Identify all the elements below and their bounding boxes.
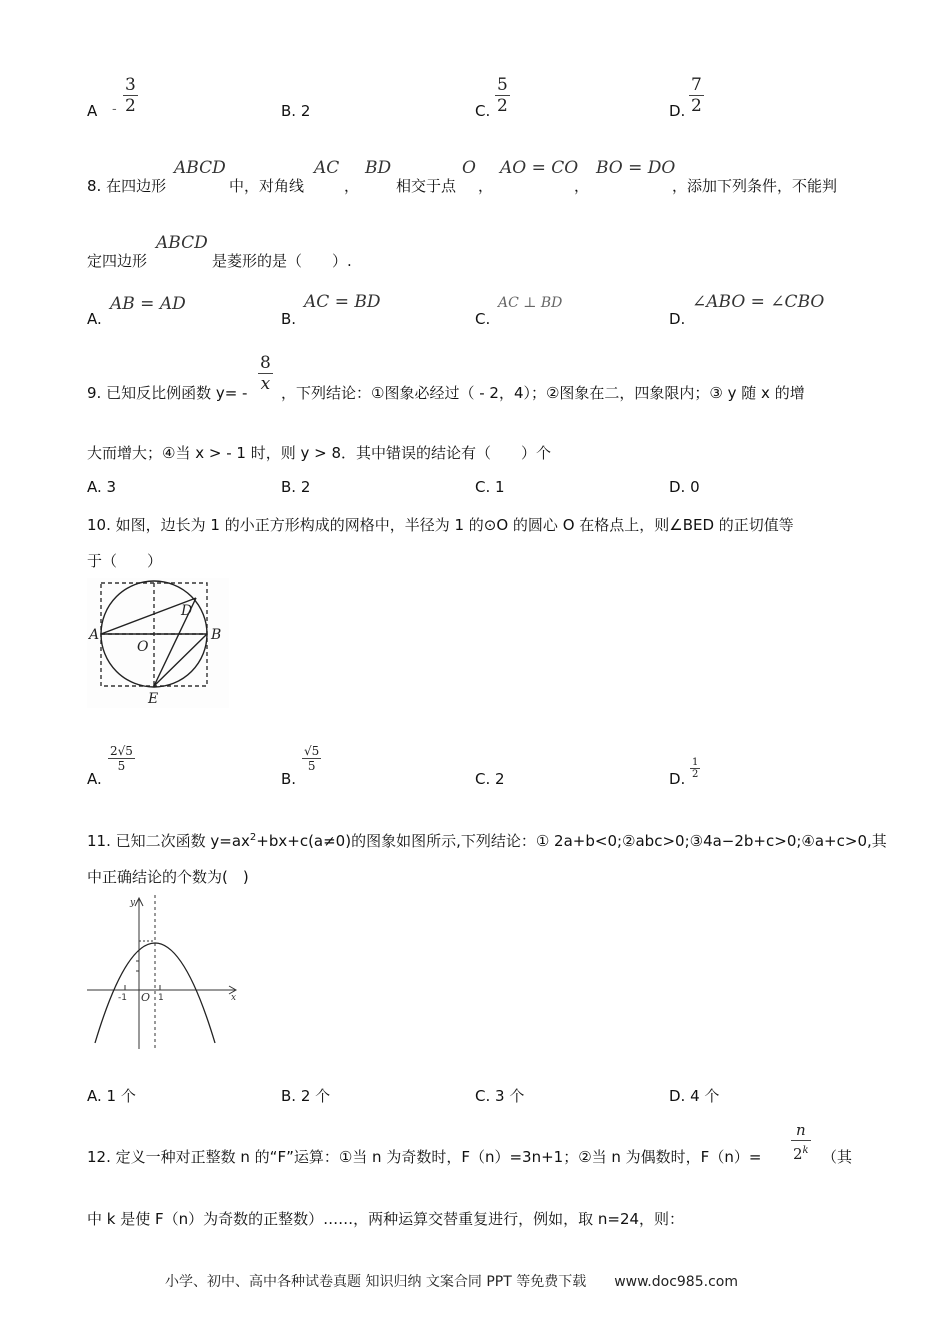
q9-option-d: D. 0	[669, 478, 700, 496]
q9-fraction: $\frac{8}{x}$	[260, 353, 271, 394]
q11-line1: 11. 已知二次函数 $y=ax^2+bx+c(a\ne 0)$的图象如图所示,下列结论：① 2a+b<0;②abc>0;③4a−2b+c>0;④a+c>0,其	[87, 832, 887, 850]
q9-prefix: 9. 已知反比例函数 y= -	[87, 384, 248, 402]
q7-option-b: B. 2	[281, 102, 311, 120]
q8-eq2: BO = DO	[596, 158, 676, 178]
q11-label-o: O	[141, 991, 151, 1004]
q12-line1-prefix: 12. 定义一种对正整数 n 的“F”运算：①当 n 为奇数时，F（n）=3n+1；②当 n 为偶数时，F（n）=	[87, 1148, 762, 1166]
q11-label-plus1: 1	[158, 993, 164, 1003]
q8-line2-prefix: 定四边形	[87, 252, 148, 270]
q11-option-a: A. 1 个	[87, 1087, 136, 1105]
q11-label-minus1: -1	[118, 993, 127, 1003]
q10-option-b-label: B.	[281, 770, 297, 788]
q7-option-d-fraction: $\frac{7}{2}$	[691, 75, 702, 116]
q11-option-c: C. 3 个	[475, 1087, 525, 1105]
q8-eq1: AO = CO	[500, 158, 579, 178]
q12-line2: 中 k 是使 F（n）为奇数的正整数）……，两种运算交替重复进行，例如，取 n=24，则：	[87, 1210, 685, 1228]
q12-fraction: $\frac{n}{2^k}$	[793, 1121, 809, 1163]
q8-option-b-label: B.	[281, 310, 297, 328]
q10-option-d-label: D.	[669, 770, 686, 788]
q7-option-c-fraction: $\frac{5}{2}$	[497, 75, 508, 116]
q10-label-o: O	[137, 639, 149, 655]
q10-option-a-label: A.	[87, 770, 102, 788]
q8-tail: ，添加下列条件，不能判	[672, 177, 838, 195]
q11-parabola-figure	[85, 893, 245, 1053]
q10-option-d-fraction: $\frac{1}{2}$	[692, 757, 699, 780]
q8-option-b-expr: AC = BD	[304, 292, 381, 312]
q11-line2: 中正确结论的个数为( )	[87, 868, 249, 886]
q9-option-b: B. 2	[281, 478, 311, 496]
q10-option-c: C. 2	[475, 770, 505, 788]
q8-comma-2: ，	[478, 177, 494, 195]
q10-figure-svg	[87, 578, 229, 708]
q8-comma-3: ，	[574, 177, 590, 195]
q8-option-c-label: C.	[475, 310, 491, 328]
q10-label-e: E	[148, 691, 159, 707]
q10-line1: 10. 如图，边长为 1 的小正方形构成的网格中，半径为 1 的⊙O 的圆心 O 在格点上，则∠BED 的正切值等	[87, 516, 794, 534]
q8-mid1: 中，对角线	[229, 177, 305, 195]
q12-line1-tail: （其	[822, 1148, 853, 1166]
q10-option-b-fraction: $\frac{√5}{5}$	[304, 744, 320, 773]
q8-mid2: 相交于点	[396, 177, 457, 195]
q11-label-y: y	[130, 898, 136, 908]
q8-quad: ABCD	[174, 158, 226, 178]
q10-option-a-fraction: $\frac{2√5}{5}$	[110, 744, 133, 773]
q9-line2: 大而增大；④当 x > - 1 时，则 y > 8．其中错误的结论有（ ）个	[87, 444, 551, 462]
q9-tail: ，下列结论：①图象必经过（ - 2，4）；②图象在二，四象限内；③ y 随 x 的增	[281, 384, 805, 402]
q8-bd: BD	[365, 158, 392, 178]
q11-label-x: x	[231, 993, 237, 1003]
q11-option-d: D. 4 个	[669, 1087, 720, 1105]
q7-option-a-sign: -	[112, 102, 117, 117]
q10-label-b: B	[211, 627, 222, 643]
q9-option-a: A. 3	[87, 478, 117, 496]
q7-option-d-label: D.	[669, 102, 686, 120]
q10-label-d: D	[181, 603, 193, 619]
q10-label-a: A	[89, 627, 100, 643]
q9-option-c: C. 1	[475, 478, 505, 496]
q8-prefix: 8. 在四边形	[87, 177, 167, 195]
q7-option-a-label: A	[87, 102, 98, 120]
q8-ac: AC	[314, 158, 340, 178]
q8-option-d-expr: ∠ABO = ∠CBO	[692, 292, 825, 312]
q8-comma-1: ，	[344, 177, 360, 195]
q10-line2: 于（ ）	[87, 552, 163, 570]
q8-option-a-label: A.	[87, 310, 102, 328]
q8-option-a-expr: AB = AD	[110, 294, 186, 314]
q11-option-b: B. 2 个	[281, 1087, 331, 1105]
q8-option-c-expr: AC ⊥ BD	[498, 295, 563, 311]
q10-circle-figure	[87, 578, 229, 708]
q11-figure-svg	[85, 893, 245, 1053]
q7-option-a-fraction: $\frac{3}{2}$	[125, 75, 136, 116]
q7-option-c-label: C.	[475, 102, 491, 120]
q8-line2-tail: 是菱形的是（ ）.	[212, 252, 352, 270]
q8-option-d-label: D.	[669, 310, 686, 328]
page-footer: 小学、初中、高中各种试卷真题 知识归纳 文案合同 PPT 等免费下载 www.doc985.com	[165, 1274, 738, 1290]
q8-o: O	[462, 158, 476, 178]
q8-line2-quad: ABCD	[156, 233, 208, 253]
